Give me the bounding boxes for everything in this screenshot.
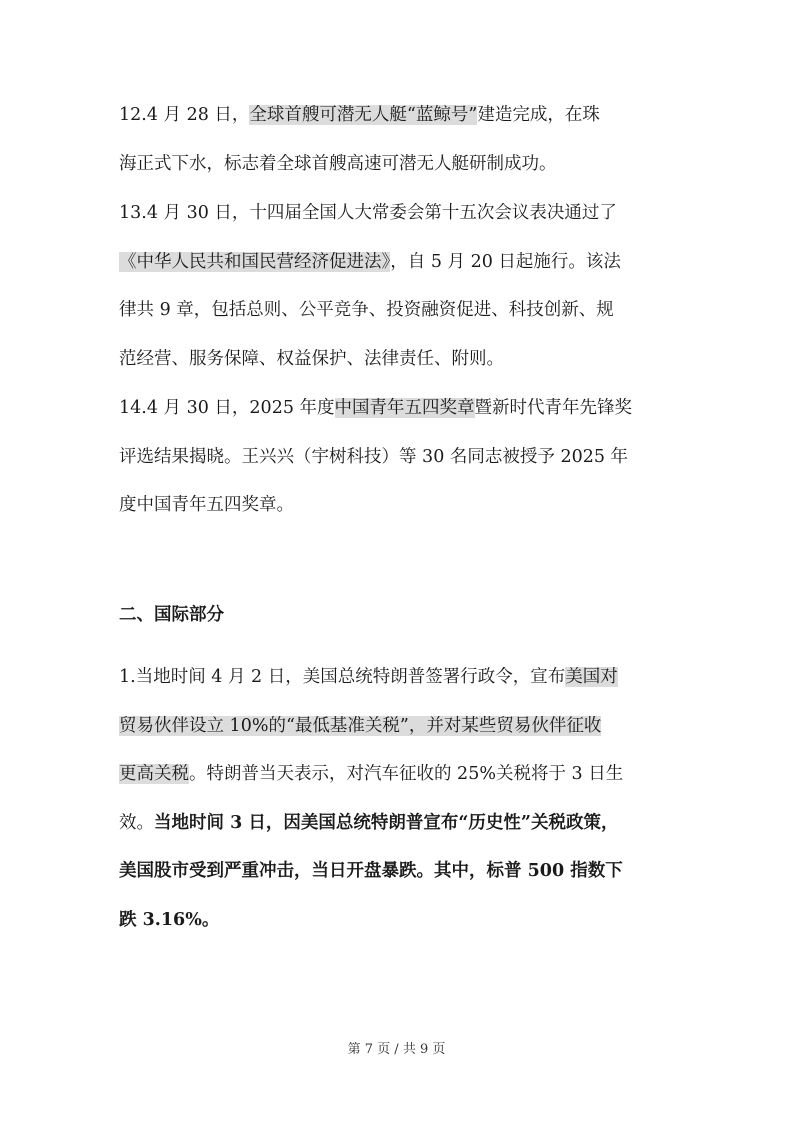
text-line bbox=[119, 393, 632, 423]
text-segment: 跌 3.16%。 bbox=[119, 909, 220, 930]
text-segment: 14.4 月 30 日，2025 年度 bbox=[119, 398, 335, 418]
text-line bbox=[119, 149, 557, 179]
text-line bbox=[119, 808, 619, 838]
highlighted-text: 更高关税 bbox=[119, 764, 189, 784]
highlighted-text: 美国对 bbox=[565, 667, 618, 687]
text-line bbox=[119, 600, 224, 630]
highlighted-text: 全球首艘可潜无人艇“蓝鲸号” bbox=[249, 105, 478, 125]
text-line bbox=[119, 905, 219, 935]
text-line bbox=[119, 247, 621, 277]
text-segment: 12.4 月 28 日， bbox=[119, 105, 250, 125]
text-line bbox=[119, 856, 623, 886]
text-segment: 二、国际部分 bbox=[119, 605, 224, 625]
text-line bbox=[119, 100, 600, 130]
text-segment: 暨新时代青年先锋奖 bbox=[474, 398, 633, 418]
text-segment: 度中国青年五四奖章。 bbox=[119, 495, 294, 515]
text-segment: 美国股市受到严重冲击，当日开盘暴跌。其中，标普 500 指数下 bbox=[119, 861, 623, 881]
text-segment: 13.4 月 30 日，十四届全国人大常委会第十五次会议表决通过了 bbox=[119, 203, 617, 223]
text-line bbox=[119, 711, 601, 741]
highlighted-text: 《中华人民共和国民营经济促进法》 bbox=[119, 251, 391, 272]
text-segment: 律共 9 章，包括总则、公平竞争、投资融资促进、科技创新、规 bbox=[119, 300, 614, 320]
text-line bbox=[119, 198, 617, 228]
text-line bbox=[119, 344, 504, 374]
text-segment: 评选结果揭晓。王兴兴（宇树科技）等 30 名同志被授予 2025 年 bbox=[119, 446, 629, 467]
text-segment: 。特朗普当天表示，对汽车征收的 25%关税将于 3 日生 bbox=[189, 764, 624, 784]
text-segment: ，自 5 月 20 日起施行。该法 bbox=[390, 251, 621, 272]
text-line bbox=[119, 442, 628, 472]
text-line bbox=[119, 490, 294, 520]
text-segment: 范经营、服务保障、权益保护、法律责任、附则。 bbox=[119, 348, 504, 369]
text-line bbox=[119, 295, 614, 325]
text-segment: 建造完成，在珠 bbox=[477, 105, 600, 125]
text-segment: 效。 bbox=[119, 812, 154, 833]
page-footer: 第 7 页 / 共 9 页 bbox=[347, 1042, 446, 1057]
highlighted-text: 中国青年五四奖章 bbox=[334, 398, 475, 418]
text-segment: 海正式下水，标志着全球首艘高速可潜无人艇研制成功。 bbox=[119, 153, 557, 174]
highlighted-text: 贸易伙伴设立 10%的“最低基准关税”，并对某些贸易伙伴征收 bbox=[119, 715, 602, 736]
text-line bbox=[119, 759, 623, 789]
text-segment: 1.当地时间 4 月 2 日，美国总统特朗普签署行政令，宣布 bbox=[119, 667, 566, 687]
text-segment: 当地时间 3 日，因美国总统特朗普宣布“历史性”关税政策， bbox=[154, 812, 619, 833]
text-line bbox=[119, 662, 618, 692]
